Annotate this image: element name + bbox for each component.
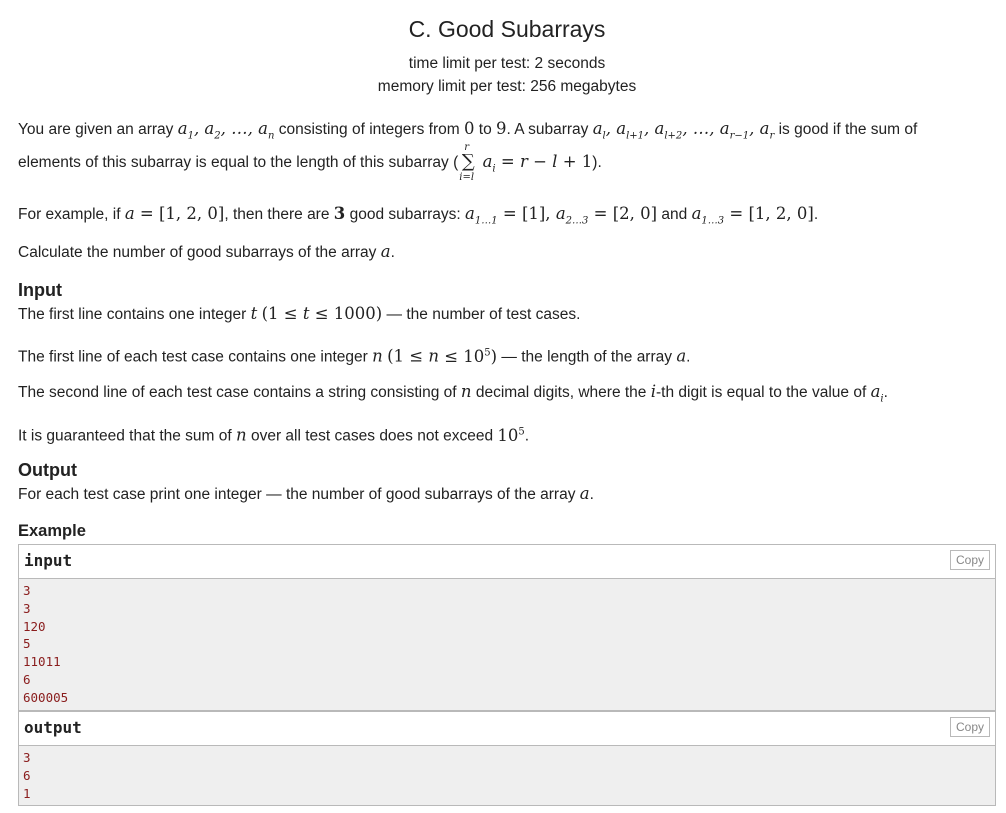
output-line: 6 [23,767,31,783]
example-output-label: output [24,718,82,737]
problem-page [18,0,996,801]
sum-symbol: ∑ r i=l [459,142,475,183]
example-heading: Example [18,522,86,540]
example-output-box [18,711,996,806]
copy-output-button[interactable]: Copy [950,717,990,737]
example-input-box [18,544,996,711]
input-line: 3 [23,583,31,598]
output-text: For each test case print one integer — the number of good subarrays of the array a. [18,484,594,503]
problem-header [18,16,996,98]
output-heading: Output [18,460,77,480]
input-line: 6 [23,671,31,687]
input-line-4: It is guaranteed that the sum of n over all test cases does not exceed $10^5$. [18,425,530,445]
memory-limit: memory limit per test: 256 megabytes [377,78,637,95]
input-line-2: The first line of each test case contains one integer n $(1 \le n \le 10^5)$ — the length of the array a. [18,346,691,366]
time-limit: time limit per test: 2 seconds [408,55,606,72]
statement-paragraph-3: Calculate the number of good subarrays of the array a. [18,242,395,261]
input-line: 600005 [23,689,69,705]
input-heading: Input [18,280,62,300]
statement-paragraph-1-cont: elements of this subarray is equal to the length of this subarray ( ∑ r i=l $a_i = r - l + 1$). [18,142,602,183]
output-line: 3 [23,750,31,765]
example-input-header [19,545,995,579]
example-output-content [19,746,995,805]
problem-title: C. Good Subarrays [408,16,606,42]
statement-paragraph-1: You are given an array $a_1$, $a_2$, …, $a_n$ consisting of integers from 0 to 9. A subarray $a_l$, $a_{l+1}$, $a_{l+2}$, …, $a_{r-1}$, $a_r$ is good if the sum of [18,119,918,142]
input-line: 3 [23,600,31,616]
input-line-1: The first line contains one integer t (1 ≤ t ≤ 1000) — the number of test cases. [18,304,581,323]
example-input-label: input [24,551,73,570]
input-line: 5 [23,636,31,652]
input-line: 120 [23,618,46,634]
output-line: 1 [23,785,31,801]
statement-paragraph-2: For example, if a = [1, 2, 0], then there are 3 good subarrays: $a_{1\dots 1} = [1]$, $a_{2\dots 3} = [2$, 0] and $a_{1\dots 3} = [1$, 2, 0]. [18,204,819,227]
example-input-content [19,579,995,710]
copy-input-button[interactable]: Copy [950,550,990,570]
example-output-header [19,712,995,746]
input-line-3: The second line of each test case contains a string consisting of n decimal digits, where the i-th digit is equal to the value of $a_i$. [18,382,888,405]
input-line: 11011 [23,654,61,670]
